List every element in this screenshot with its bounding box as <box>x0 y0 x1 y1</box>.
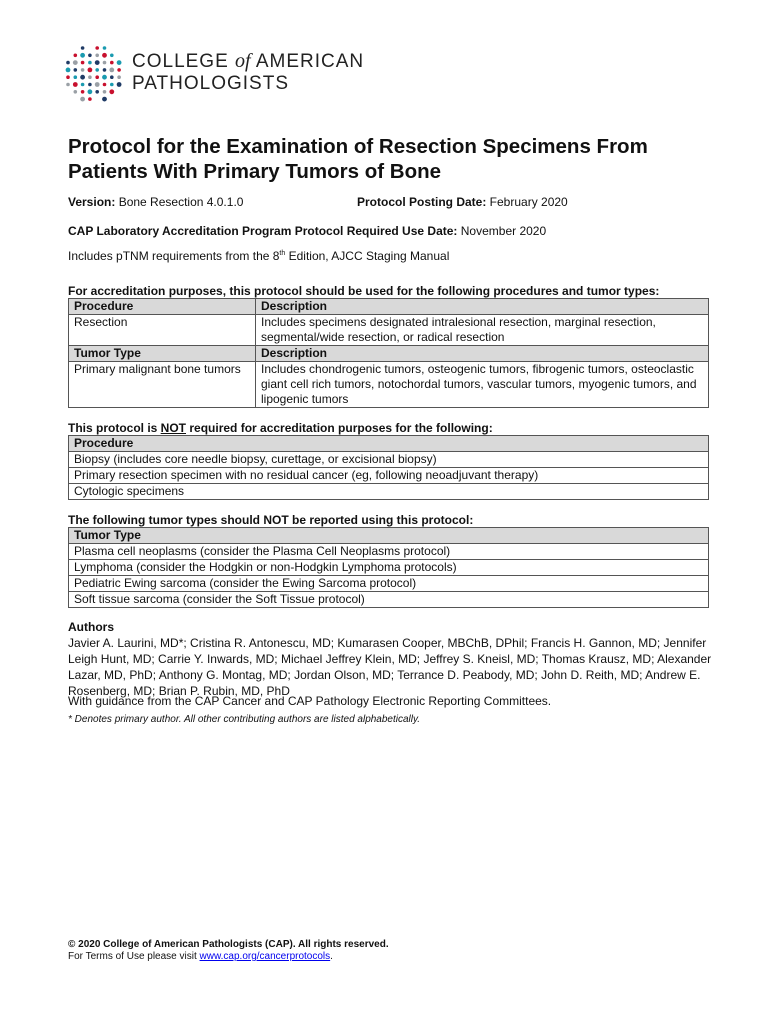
table-row <box>69 544 709 560</box>
table-cell: Primary resection specimen with no residual cancer (eg, following neoadjuvant therapy) <box>69 468 709 484</box>
posting-date-line: Protocol Posting Date: February 2020 <box>357 195 568 209</box>
table-row <box>69 315 709 346</box>
logo-dot <box>88 83 92 87</box>
table-row <box>69 576 709 592</box>
authors-list: Javier A. Laurini, MD*; Cristina R. Antonescu, MD; Kumarasen Cooper, MBChB, DPhil; Francis H. Gannon, MD; Jennifer Leigh Hunt, MD; Carrie Y. Inwards, MD; Michael Jeffrey Klein, MD; Jeffrey S. Kneisl, MD; Thomas Krausz, MD; Alexander Lazar, MD, PhD; Anthony G. Montag, MD; Jordan Olson, MD; Terrance D. Peabody, MD; John D. Reith, MD; Andrew E. Rosenberg, MD; Brian P. Rubin, MD, PhD <box>68 636 712 698</box>
table-header-row <box>69 436 709 452</box>
version-line: Version: Bone Resection 4.0.1.0 <box>68 195 244 209</box>
table-cell: Pediatric Ewing sarcoma (consider the Ewing Sarcoma protocol) <box>69 576 709 592</box>
column-header-procedure: Procedure <box>69 436 709 452</box>
accreditation-table <box>68 298 709 408</box>
logo-dot <box>95 46 99 50</box>
column-header-procedure: Procedure <box>69 299 256 315</box>
logo-dot <box>73 82 78 87</box>
page-footer <box>68 939 389 963</box>
logo-dot <box>74 90 78 94</box>
table-row <box>69 484 709 500</box>
authors-heading: Authors <box>68 620 114 634</box>
table-row <box>69 362 709 408</box>
logo-dot <box>95 90 99 94</box>
logo-dot <box>74 68 78 72</box>
logo-dot <box>95 75 99 79</box>
table-cell: Soft tissue sarcoma (consider the Soft Tissue protocol) <box>69 592 709 608</box>
logo-dot <box>88 68 93 73</box>
logo-dot <box>102 75 107 80</box>
logo-dot <box>88 61 92 65</box>
logo-dot <box>95 54 99 58</box>
logo-dot <box>102 53 107 58</box>
table-cell: Includes specimens designated intralesional resection, marginal resection, segmental/wide resection, or radical resection <box>256 315 709 346</box>
logo-dot <box>95 82 100 87</box>
logo-dot <box>88 89 93 94</box>
logo-dot <box>110 54 114 58</box>
logo-dot <box>74 54 78 58</box>
logo-dot <box>80 97 85 102</box>
logo-dot <box>80 75 85 80</box>
table-cell: Lymphoma (consider the Hodgkin or non-Hodgkin Lymphoma protocols) <box>69 560 709 576</box>
logo-dot <box>103 61 107 65</box>
logo-dot <box>81 46 85 50</box>
table-row <box>69 592 709 608</box>
logo-dot <box>102 97 107 102</box>
table-header-row <box>69 528 709 544</box>
required-use-date-line: CAP Laboratory Accreditation Program Protocol Required Use Date: November 2020 <box>68 224 547 238</box>
logo-dot <box>117 68 121 72</box>
logo-dot <box>88 54 92 58</box>
terms-line: For Terms of Use please visit www.cap.org/cancerprotocols. <box>68 951 333 962</box>
logo-dot <box>103 46 107 50</box>
not-required-table <box>68 435 709 500</box>
not-reported-heading: The following tumor types should NOT be reported using this protocol: <box>68 513 474 527</box>
document-title: Protocol for the Examination of Resection Specimens From Patients With Primary Tumors of Bone <box>68 135 648 183</box>
column-header-tumor-type: Tumor Type <box>69 528 709 544</box>
logo-dot <box>66 83 70 87</box>
logo-dot <box>110 61 114 65</box>
logo-dot <box>109 89 114 94</box>
logo-wordmark: COLLEGE of AMERICAN PATHOLOGISTS <box>132 50 365 94</box>
table-cell: Resection <box>69 315 256 346</box>
logo-dot <box>103 90 107 94</box>
copyright-text: © 2020 College of American Pathologists (CAP). All rights reserved. <box>68 939 389 950</box>
not-required-heading: This protocol is NOT required for accreditation purposes for the following: <box>68 421 493 435</box>
logo-dot <box>109 68 114 73</box>
authors-guidance: With guidance from the CAP Cancer and CAP Pathology Electronic Reporting Committees. <box>68 694 552 708</box>
table-cell: Cytologic specimens <box>69 484 709 500</box>
table-cell: Primary malignant bone tumors <box>69 362 256 408</box>
logo-dot <box>88 97 92 101</box>
table-cell: Plasma cell neoplasms (consider the Plasma Cell Neoplasms protocol) <box>69 544 709 560</box>
column-header-tumor-type: Tumor Type <box>69 346 256 362</box>
table-header-row <box>69 346 709 362</box>
column-header-description: Description <box>256 299 709 315</box>
terms-link[interactable]: www.cap.org/cancerprotocols <box>199 951 331 962</box>
logo-dot <box>81 90 85 94</box>
logo-dot <box>66 68 71 73</box>
table-row <box>69 560 709 576</box>
not-reported-table <box>68 527 709 608</box>
logo-dot <box>110 83 114 87</box>
logo-dot <box>81 83 85 87</box>
logo-dot <box>66 61 70 65</box>
accreditation-heading: For accreditation purposes, this protocol should be used for the following procedures and tumor types: <box>68 284 660 298</box>
logo-dot <box>81 61 85 65</box>
logo-dot <box>73 60 78 65</box>
logo-dot <box>66 75 70 79</box>
cap-logo <box>64 44 374 104</box>
table-row <box>69 452 709 468</box>
authors-footnote: * Denotes primary author. All other contributing authors are listed alphabetically. <box>68 714 421 725</box>
logo-dot <box>110 75 114 79</box>
table-row <box>69 468 709 484</box>
logo-dot <box>95 60 100 65</box>
logo-dot <box>80 53 85 58</box>
logo-dot-grid-icon <box>64 44 124 104</box>
table-cell: Includes chondrogenic tumors, osteogenic tumors, fibrogenic tumors, osteoclastic giant cell rich tumors, notochordal tumors, vascular tumors, myogenic tumors, and lipogenic tumors <box>256 362 709 408</box>
logo-dot <box>117 60 122 65</box>
logo-dot <box>103 68 107 72</box>
column-header-description: Description <box>256 346 709 362</box>
logo-dot <box>103 83 107 87</box>
table-header-row <box>69 299 709 315</box>
logo-dot <box>81 68 85 72</box>
logo-dot <box>74 75 78 79</box>
ptnm-note: Includes pTNM requirements from the 8th Edition, AJCC Staging Manual <box>68 249 450 263</box>
table-cell: Biopsy (includes core needle biopsy, curettage, or excisional biopsy) <box>69 452 709 468</box>
logo-dot <box>95 68 99 72</box>
logo-dot <box>88 75 92 79</box>
logo-dot <box>117 75 121 79</box>
logo-dot <box>117 82 122 87</box>
